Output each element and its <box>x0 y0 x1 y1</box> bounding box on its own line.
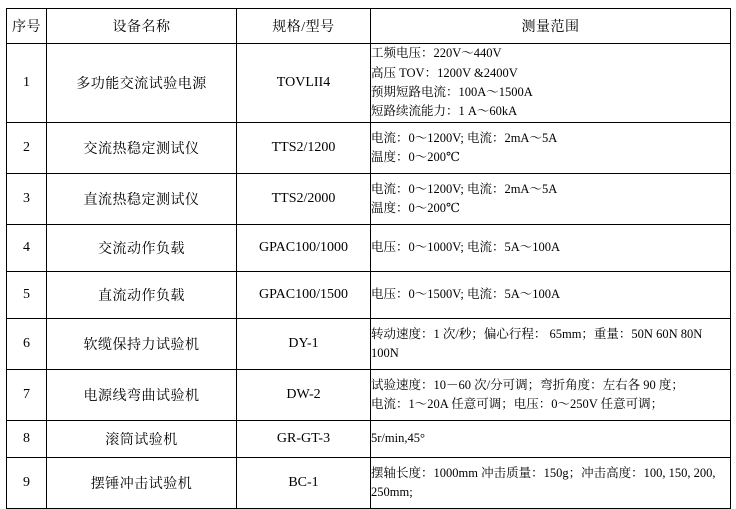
range-line: 摆轴长度：1000mm 冲击质量：150g；冲击高度：100, 150, 200, 250mm; <box>371 465 716 499</box>
cell-range <box>371 272 731 319</box>
cell-model: DY-1 <box>237 319 371 370</box>
range-line: 电压：0～1000V; 电流：5A～100A <box>371 240 561 255</box>
cell-name: 直流动作负载 <box>47 272 237 319</box>
column-header-no: 序号 <box>7 9 47 44</box>
range-line: 电压：0～1500V; 电流：5A～100A <box>371 287 561 302</box>
range-line: 电流：0～1200V; 电流：2mA～5A <box>371 181 558 196</box>
table-row <box>7 272 731 319</box>
cell-model: TTS2/2000 <box>237 174 371 225</box>
cell-name: 交流热稳定测试仪 <box>47 123 237 174</box>
cell-range <box>371 370 731 421</box>
cell-no: 1 <box>7 44 47 123</box>
cell-no: 4 <box>7 225 47 272</box>
cell-name: 直流热稳定测试仪 <box>47 174 237 225</box>
table-row <box>7 123 731 174</box>
column-header-name: 设备名称 <box>47 9 237 44</box>
equipment-table <box>6 8 731 509</box>
cell-name: 交流动作负载 <box>47 225 237 272</box>
cell-model: DW-2 <box>237 370 371 421</box>
cell-no: 7 <box>7 370 47 421</box>
cell-no: 3 <box>7 174 47 225</box>
table-header <box>7 9 731 44</box>
cell-name: 多功能交流试验电源 <box>47 44 237 123</box>
range-line: 温度：0～200℃ <box>371 150 460 164</box>
range-line: 工频电压：220V～440V <box>371 46 502 61</box>
table-header-row <box>7 9 731 44</box>
cell-range <box>371 319 731 370</box>
range-line: 预期短路电流：100A～1500A <box>371 85 533 99</box>
cell-name: 滚筒试验机 <box>47 421 237 458</box>
range-line: 试验速度：10－60 次/分可调；弯折角度：左右各 90 度； <box>371 377 684 392</box>
cell-range <box>371 458 731 509</box>
cell-no: 6 <box>7 319 47 370</box>
range-line: 电流：0～1200V; 电流：2mA～5A <box>371 130 558 145</box>
table-row <box>7 370 731 421</box>
table-body <box>7 44 731 509</box>
cell-name: 摆锤冲击试验机 <box>47 458 237 509</box>
table-row <box>7 458 731 509</box>
column-header-range: 测量范围 <box>371 9 731 44</box>
table-row <box>7 174 731 225</box>
cell-range <box>371 174 731 225</box>
table-row <box>7 421 731 458</box>
range-line: 短路续流能力：1 A～60kA <box>371 104 518 119</box>
range-line: 转动速度：1 次/秒；偏心行程： 65mm；重量：50N 60N 80N 100N <box>371 326 703 360</box>
cell-model: GPAC100/1000 <box>237 225 371 272</box>
column-header-model: 规格/型号 <box>237 9 371 44</box>
cell-no: 9 <box>7 458 47 509</box>
range-line: 电流：1～20A 任意可调；电压：0～250V 任意可调； <box>371 397 664 411</box>
cell-name: 软缆保持力试验机 <box>47 319 237 370</box>
cell-range <box>371 421 731 458</box>
cell-model: TTS2/1200 <box>237 123 371 174</box>
range-line: 温度：0～200℃ <box>371 201 460 215</box>
table-row <box>7 319 731 370</box>
table-row <box>7 44 731 123</box>
cell-model: GR-GT-3 <box>237 421 371 458</box>
cell-no: 2 <box>7 123 47 174</box>
range-line: 高压 TOV：1200V &2400V <box>371 65 518 80</box>
cell-model: GPAC100/1500 <box>237 272 371 319</box>
range-line: 5r/min,45° <box>371 431 425 446</box>
cell-model: TOVLII4 <box>237 44 371 123</box>
cell-range <box>371 44 731 123</box>
cell-model: BC-1 <box>237 458 371 509</box>
cell-range <box>371 123 731 174</box>
table-row <box>7 225 731 272</box>
cell-no: 8 <box>7 421 47 458</box>
cell-name: 电源线弯曲试验机 <box>47 370 237 421</box>
cell-range <box>371 225 731 272</box>
cell-no: 5 <box>7 272 47 319</box>
